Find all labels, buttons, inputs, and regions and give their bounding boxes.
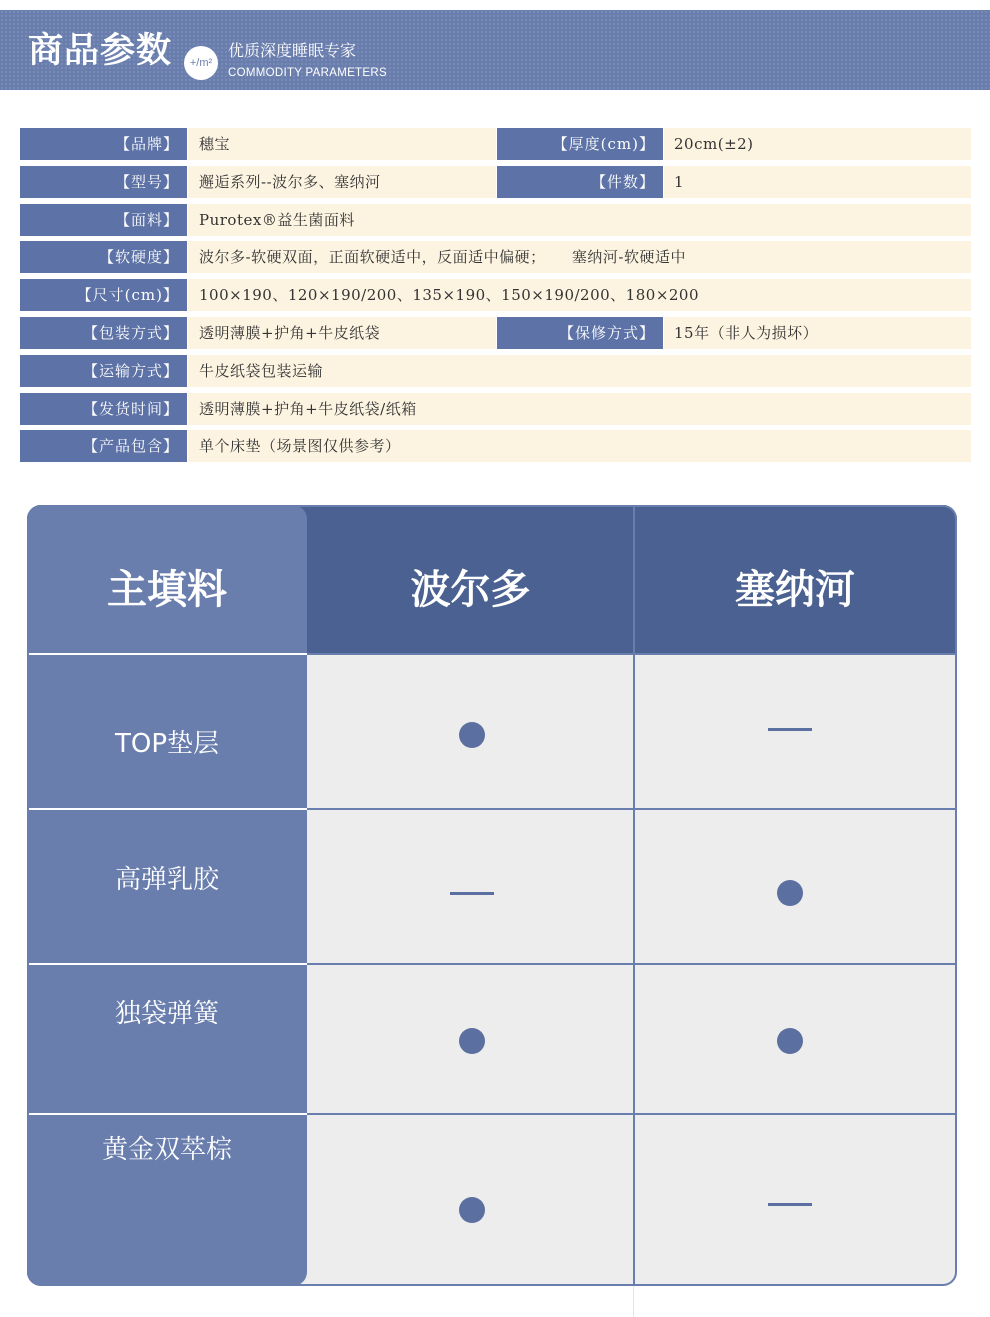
param-label: 【包装方式】 xyxy=(20,317,187,349)
included-dot-icon xyxy=(777,1028,803,1054)
not-included-dash-icon xyxy=(768,728,812,731)
row-divider xyxy=(307,808,957,810)
row-divider xyxy=(27,653,307,655)
param-label: 【件数】 xyxy=(497,166,663,198)
subtitle-en: COMMODITY PARAMETERS xyxy=(228,67,387,79)
not-included-dash-icon xyxy=(450,892,494,895)
param-row-size xyxy=(20,279,971,311)
param-label: 【品牌】 xyxy=(20,128,187,160)
param-value: 透明薄膜+护角+牛皮纸袋 xyxy=(188,317,496,349)
param-label: 【面料】 xyxy=(20,204,187,236)
param-value: 邂逅系列--波尔多、塞纳河 xyxy=(188,166,496,198)
header-band xyxy=(0,10,990,90)
param-label: 【保修方式】 xyxy=(497,317,663,349)
param-row-fabric xyxy=(20,204,971,236)
param-label: 【软硬度】 xyxy=(20,241,187,273)
param-label: 【型号】 xyxy=(20,166,187,198)
param-value: 牛皮纸袋包装运输 xyxy=(188,355,971,387)
subtitle-cn: 优质深度睡眠专家 xyxy=(228,41,357,60)
param-label: 【发货时间】 xyxy=(20,393,187,425)
included-dot-icon xyxy=(459,722,485,748)
unit-badge-icon: +/m² xyxy=(184,46,218,80)
param-row-packaging xyxy=(20,317,971,349)
row-divider xyxy=(307,653,957,655)
param-value: 透明薄膜+护角+牛皮纸袋/纸箱 xyxy=(188,393,971,425)
row-divider xyxy=(27,963,307,965)
param-row-contents xyxy=(20,430,971,462)
param-row-delivery xyxy=(20,393,971,425)
column-header-bordeaux: 波尔多 xyxy=(410,567,531,613)
param-value: 单个床垫（场景图仅供参考） xyxy=(188,430,971,462)
row-label-top-layer: TOP垫层 xyxy=(114,729,220,759)
included-dot-icon xyxy=(459,1197,485,1223)
column-divider xyxy=(633,505,635,1286)
row-label-palm: 黄金双萃棕 xyxy=(101,1135,232,1165)
param-row-shipping xyxy=(20,355,971,387)
param-label: 【运输方式】 xyxy=(20,355,187,387)
row-divider xyxy=(27,808,307,810)
param-value: 穗宝 xyxy=(188,128,496,160)
row-divider xyxy=(307,963,957,965)
param-value: 100×190、120×190/200、135×190、150×190/200、180×200 xyxy=(188,279,971,311)
param-row-firmness xyxy=(20,241,971,273)
included-dot-icon xyxy=(777,880,803,906)
param-row-brand xyxy=(20,128,971,160)
param-value: 15年（非人为损坏） xyxy=(664,317,971,349)
row-divider xyxy=(27,1113,307,1115)
column-header-seine: 塞纳河 xyxy=(735,567,855,613)
param-label: 【尺寸(cm)】 xyxy=(20,279,187,311)
param-label: 【产品包含】 xyxy=(20,430,187,462)
param-label: 【厚度(cm)】 xyxy=(497,128,663,160)
param-value: 波尔多-软硬双面，正面软硬适中，反面适中偏硬； 塞纳河-软硬适中 xyxy=(188,241,971,273)
row-divider xyxy=(307,1113,957,1115)
row-label-pocket-spring: 独袋弹簧 xyxy=(114,999,219,1029)
filling-comparison-table xyxy=(27,505,957,1286)
param-value: 1 xyxy=(664,166,971,198)
param-value: 20cm(±2) xyxy=(664,128,971,160)
param-value: Purotex®益生菌面料 xyxy=(188,204,971,236)
table-header-filling: 主填料 xyxy=(107,567,227,613)
included-dot-icon xyxy=(459,1028,485,1054)
divider-tail xyxy=(633,1286,634,1317)
row-label-latex: 高弹乳胶 xyxy=(114,865,219,895)
param-row-model xyxy=(20,166,971,198)
not-included-dash-icon xyxy=(768,1203,812,1206)
page-title: 商品参数 xyxy=(28,31,173,71)
